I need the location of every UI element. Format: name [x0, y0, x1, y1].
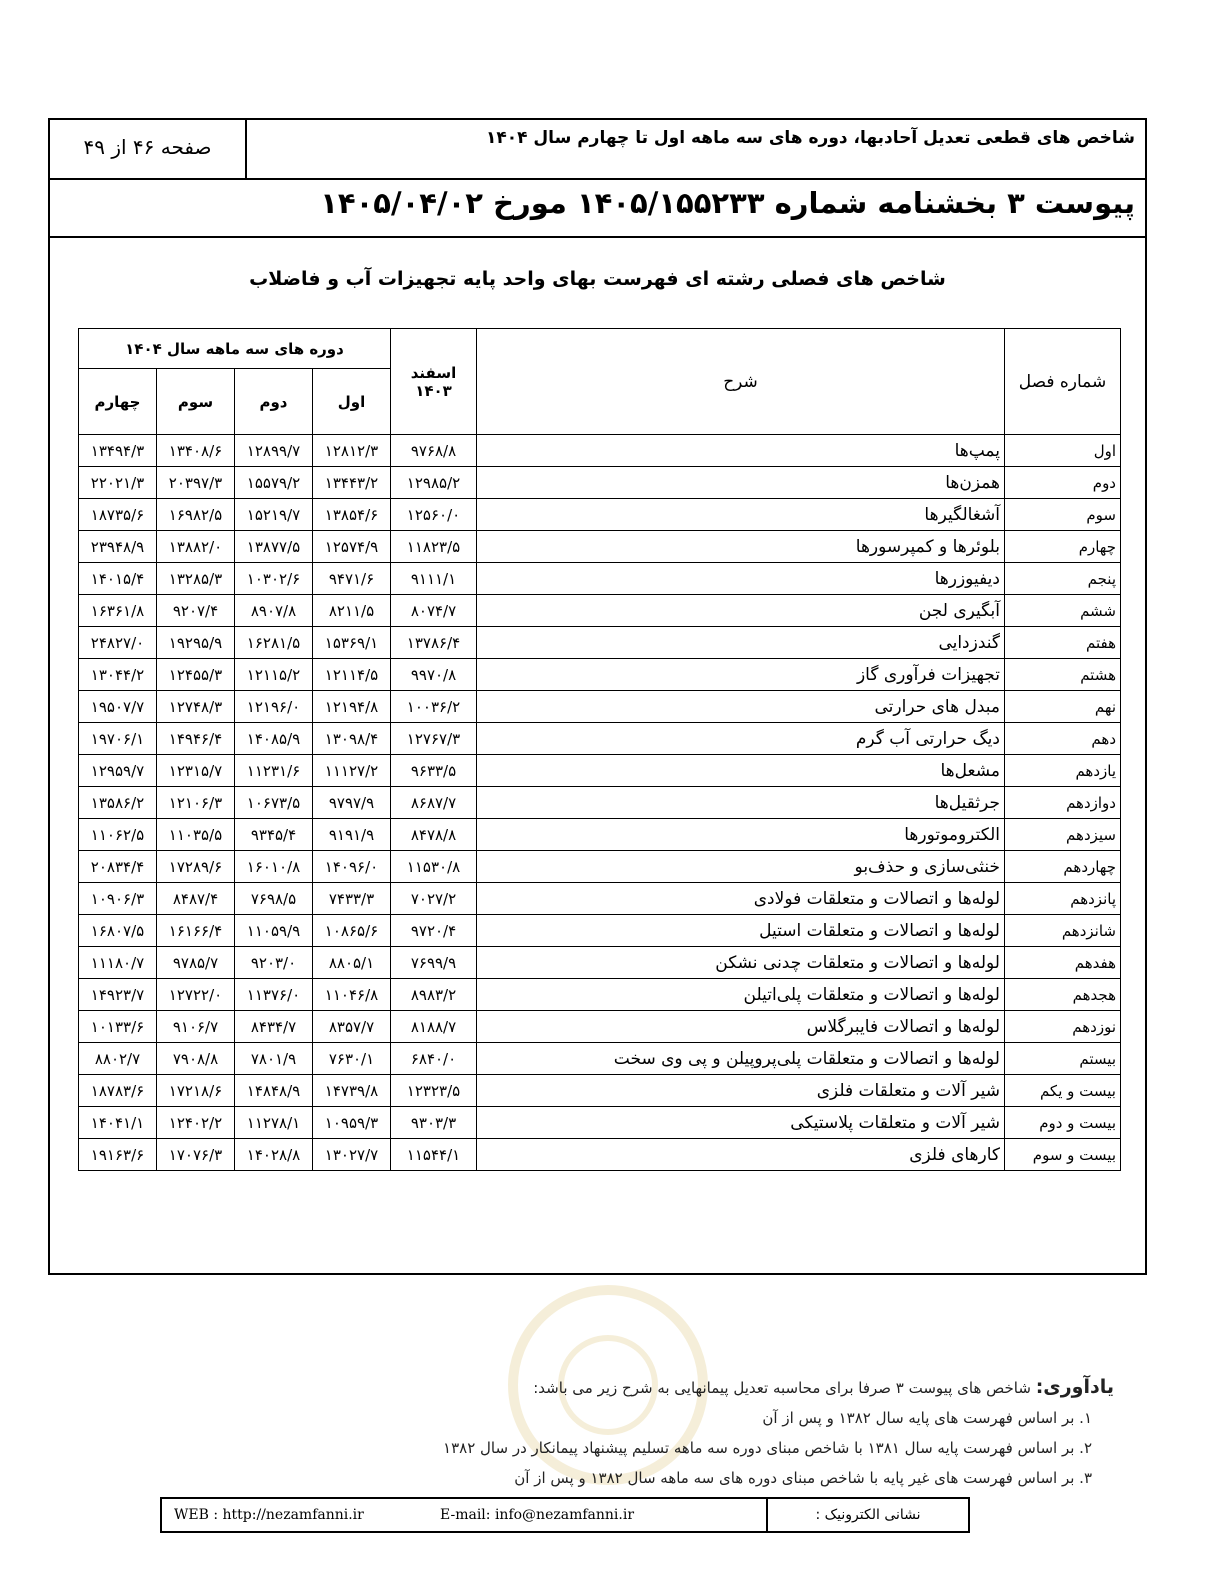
chapter-cell: پنجم [1005, 563, 1121, 595]
table-row [79, 531, 1121, 563]
header-row [50, 120, 1145, 180]
col-desc-header: شرح [477, 329, 1005, 435]
q4-cell: ۱۰۹۰۶/۳ [79, 883, 157, 915]
q1-cell: ۱۵۳۶۹/۱ [313, 627, 391, 659]
table-row [79, 499, 1121, 531]
col-q4-header: چهارم [79, 369, 157, 435]
q1-cell: ۹۴۷۱/۶ [313, 563, 391, 595]
table-row [79, 627, 1121, 659]
q4-cell: ۱۳۴۹۴/۳ [79, 435, 157, 467]
esfand-cell: ۱۰۰۳۶/۲ [391, 691, 477, 723]
esfand-cell: ۸۴۷۸/۸ [391, 819, 477, 851]
q3-cell: ۱۲۴۰۲/۲ [157, 1107, 235, 1139]
q3-cell: ۹۷۸۵/۷ [157, 947, 235, 979]
q4-cell: ۱۹۷۰۶/۱ [79, 723, 157, 755]
q1-cell: ۱۰۸۶۵/۶ [313, 915, 391, 947]
desc-cell: لوله‌ها و اتصالات فایبرگلاس [477, 1011, 1005, 1043]
q4-cell: ۱۴۰۱۵/۴ [79, 563, 157, 595]
q3-cell: ۱۷۰۷۶/۳ [157, 1139, 235, 1171]
esfand-cell: ۱۱۵۳۰/۸ [391, 851, 477, 883]
q1-cell: ۱۱۱۲۷/۲ [313, 755, 391, 787]
desc-cell: کارهای فلزی [477, 1139, 1005, 1171]
q4-cell: ۲۴۸۲۷/۰ [79, 627, 157, 659]
desc-cell: لوله‌ها و اتصالات و متعلقات پلی‌پروپیلن و پی وی سخت [477, 1043, 1005, 1075]
chapter-cell: نوزدهم [1005, 1011, 1121, 1043]
esfand-cell: ۸۹۸۳/۲ [391, 979, 477, 1011]
desc-cell: آشغالگیرها [477, 499, 1005, 531]
desc-cell: شیر آلات و متعلقات پلاستیکی [477, 1107, 1005, 1139]
reminder-title: یادآوری: [1035, 1376, 1114, 1398]
q2-cell: ۱۱۲۳۱/۶ [235, 755, 313, 787]
desc-cell: پمپ‌ها [477, 435, 1005, 467]
q3-cell: ۲۰۳۹۷/۳ [157, 467, 235, 499]
q4-cell: ۱۴۰۴۱/۱ [79, 1107, 157, 1139]
chapter-cell: ششم [1005, 595, 1121, 627]
q1-cell: ۱۴۷۳۹/۸ [313, 1075, 391, 1107]
q1-cell: ۱۳۰۲۷/۷ [313, 1139, 391, 1171]
esfand-cell: ۹۷۶۸/۸ [391, 435, 477, 467]
q2-cell: ۱۴۸۴۸/۹ [235, 1075, 313, 1107]
q3-cell: ۹۲۰۷/۴ [157, 595, 235, 627]
q1-cell: ۱۲۱۱۴/۵ [313, 659, 391, 691]
chapter-cell: هجدهم [1005, 979, 1121, 1011]
chapter-cell: بیست و سوم [1005, 1139, 1121, 1171]
col-q2-header: دوم [235, 369, 313, 435]
q4-cell: ۱۶۸۰۷/۵ [79, 915, 157, 947]
q3-cell: ۱۴۹۴۶/۴ [157, 723, 235, 755]
chapter-cell: بیستم [1005, 1043, 1121, 1075]
table-row [79, 1075, 1121, 1107]
q2-cell: ۹۳۴۵/۴ [235, 819, 313, 851]
table-row [79, 819, 1121, 851]
desc-cell: مشعل‌ها [477, 755, 1005, 787]
table-row [79, 1139, 1121, 1171]
q3-cell: ۱۲۳۱۵/۷ [157, 755, 235, 787]
q4-cell: ۱۳۰۴۴/۲ [79, 659, 157, 691]
q3-cell: ۹۱۰۶/۷ [157, 1011, 235, 1043]
email-link[interactable]: E-mail: info@nezamfanni.ir [440, 1507, 635, 1523]
desc-cell: لوله‌ها و اتصالات و متعلقات استیل [477, 915, 1005, 947]
q3-cell: ۷۹۰۸/۸ [157, 1043, 235, 1075]
desc-cell: دیفیوزرها [477, 563, 1005, 595]
document-title: شاخص های قطعی تعدیل آحادبها، دوره های سه ماهه اول تا چهارم سال ۱۴۰۴ [486, 128, 1135, 148]
q2-cell: ۱۱۳۷۶/۰ [235, 979, 313, 1011]
q1-cell: ۹۱۹۱/۹ [313, 819, 391, 851]
q3-cell: ۱۷۲۸۹/۶ [157, 851, 235, 883]
chapter-cell: چهاردهم [1005, 851, 1121, 883]
q2-cell: ۱۴۰۲۸/۸ [235, 1139, 313, 1171]
table-row [79, 979, 1121, 1011]
esfand-cell: ۹۳۰۳/۳ [391, 1107, 477, 1139]
table-row [79, 723, 1121, 755]
q4-cell: ۱۱۱۸۰/۷ [79, 947, 157, 979]
table-row [79, 755, 1121, 787]
reminder-notes [294, 1372, 1114, 1493]
q4-cell: ۱۲۹۵۹/۷ [79, 755, 157, 787]
q3-cell: ۱۱۰۳۵/۵ [157, 819, 235, 851]
esfand-cell: ۱۲۵۶۰/۰ [391, 499, 477, 531]
desc-cell: لوله‌ها و اتصالات و متعلقات فولادی [477, 883, 1005, 915]
q1-cell: ۱۳۸۵۴/۶ [313, 499, 391, 531]
table-row [79, 915, 1121, 947]
q1-cell: ۷۴۳۳/۳ [313, 883, 391, 915]
chapter-cell: پانزدهم [1005, 883, 1121, 915]
chapter-cell: هشتم [1005, 659, 1121, 691]
q4-cell: ۱۹۵۰۷/۷ [79, 691, 157, 723]
esfand-cell: ۹۶۳۳/۵ [391, 755, 477, 787]
q1-cell: ۸۲۱۱/۵ [313, 595, 391, 627]
chapter-cell: دهم [1005, 723, 1121, 755]
q2-cell: ۱۶۲۸۱/۵ [235, 627, 313, 659]
chapter-cell: بیست و دوم [1005, 1107, 1121, 1139]
esfand-cell: ۹۱۱۱/۱ [391, 563, 477, 595]
table-row [79, 1011, 1121, 1043]
q2-cell: ۱۲۱۱۵/۲ [235, 659, 313, 691]
q2-cell: ۷۸۰۱/۹ [235, 1043, 313, 1075]
table-row [79, 883, 1121, 915]
q2-cell: ۱۱۲۷۸/۱ [235, 1107, 313, 1139]
desc-cell: تجهیزات فرآوری گاز [477, 659, 1005, 691]
q3-cell: ۱۹۲۹۵/۹ [157, 627, 235, 659]
desc-cell: مبدل های حرارتی [477, 691, 1005, 723]
table-row [79, 947, 1121, 979]
q1-cell: ۱۲۸۱۲/۳ [313, 435, 391, 467]
esfand-cell: ۸۶۸۷/۷ [391, 787, 477, 819]
esfand-cell: ۸۱۸۸/۷ [391, 1011, 477, 1043]
chapter-cell: دوم [1005, 467, 1121, 499]
q3-cell: ۱۳۸۸۲/۰ [157, 531, 235, 563]
q3-cell: ۱۲۱۰۶/۳ [157, 787, 235, 819]
reminder-item: ۱. بر اساس فهرست های پایه سال ۱۳۸۲ و پس از آن [762, 1409, 1092, 1427]
q1-cell: ۹۷۹۷/۹ [313, 787, 391, 819]
desc-cell: جرثقیل‌ها [477, 787, 1005, 819]
q2-cell: ۱۶۰۱۰/۸ [235, 851, 313, 883]
reminder-intro: شاخص های پیوست ۳ صرفا برای محاسبه تعدیل پیمانهایی به شرح زیر می باشد: [533, 1379, 1031, 1397]
q2-cell: ۸۴۳۴/۷ [235, 1011, 313, 1043]
esfand-cell: ۸۰۷۴/۷ [391, 595, 477, 627]
q1-cell: ۱۰۹۵۹/۳ [313, 1107, 391, 1139]
q4-cell: ۱۸۷۳۵/۶ [79, 499, 157, 531]
website-link[interactable]: WEB : http://nezamfanni.ir [174, 1507, 364, 1523]
reminder-item: ۳. بر اساس فهرست های غیر پایه با شاخص مبنای دوره های سه ماهه سال ۱۳۸۲ و پس از آن [514, 1469, 1092, 1487]
section-title: شاخص های فصلی رشته ای فهرست بهای واحد پایه تجهیزات آب و فاضلاب [249, 268, 946, 290]
q2-cell: ۱۳۸۷۷/۵ [235, 531, 313, 563]
col-group-header: دوره های سه ماهه سال ۱۴۰۴ [79, 329, 391, 369]
col-q1-header: اول [313, 369, 391, 435]
q1-cell: ۱۴۰۹۶/۰ [313, 851, 391, 883]
desc-cell: لوله‌ها و اتصالات و متعلقات پلی‌اتیلن [477, 979, 1005, 1011]
q1-cell: ۱۲۵۷۴/۹ [313, 531, 391, 563]
desc-cell: لوله‌ها و اتصالات و متعلقات چدنی نشکن [477, 947, 1005, 979]
q2-cell: ۱۲۸۹۹/۷ [235, 435, 313, 467]
chapter-cell: یازدهم [1005, 755, 1121, 787]
contact-footer [160, 1497, 970, 1533]
q4-cell: ۱۸۷۸۳/۶ [79, 1075, 157, 1107]
q1-cell: ۸۸۰۵/۱ [313, 947, 391, 979]
q3-cell: ۱۲۷۲۲/۰ [157, 979, 235, 1011]
esfand-cell: ۷۰۲۷/۲ [391, 883, 477, 915]
q3-cell: ۱۲۴۵۵/۳ [157, 659, 235, 691]
reminder-heading [294, 1372, 1114, 1403]
col-q3-header: سوم [157, 369, 235, 435]
q2-cell: ۹۲۰۳/۰ [235, 947, 313, 979]
annex-row [50, 180, 1145, 238]
q2-cell: ۸۹۰۷/۸ [235, 595, 313, 627]
q3-cell: ۱۶۹۸۲/۵ [157, 499, 235, 531]
desc-cell: همزن‌ها [477, 467, 1005, 499]
table-row [79, 563, 1121, 595]
contact-label: نشانی الکترونیک : [766, 1499, 968, 1531]
q3-cell: ۱۳۴۰۸/۶ [157, 435, 235, 467]
esfand-cell: ۱۱۸۲۳/۵ [391, 531, 477, 563]
q4-cell: ۲۳۹۴۸/۹ [79, 531, 157, 563]
chapter-cell: شانزدهم [1005, 915, 1121, 947]
chapter-cell: هفدهم [1005, 947, 1121, 979]
q2-cell: ۱۰۳۰۲/۶ [235, 563, 313, 595]
q1-cell: ۱۱۰۴۶/۸ [313, 979, 391, 1011]
q2-cell: ۱۲۱۹۶/۰ [235, 691, 313, 723]
table-row [79, 435, 1121, 467]
esfand-cell: ۶۸۴۰/۰ [391, 1043, 477, 1075]
esfand-cell: ۹۷۲۰/۴ [391, 915, 477, 947]
chapter-cell: سوم [1005, 499, 1121, 531]
q4-cell: ۱۹۱۶۳/۶ [79, 1139, 157, 1171]
q4-cell: ۲۲۰۲۱/۳ [79, 467, 157, 499]
q1-cell: ۸۳۵۷/۷ [313, 1011, 391, 1043]
q3-cell: ۱۲۷۴۸/۳ [157, 691, 235, 723]
table-row [79, 787, 1121, 819]
index-table [78, 328, 1121, 1171]
table-row [79, 1043, 1121, 1075]
q1-cell: ۱۲۱۹۴/۸ [313, 691, 391, 723]
esfand-cell: ۱۱۵۴۴/۱ [391, 1139, 477, 1171]
esfand-cell: ۱۳۷۸۶/۴ [391, 627, 477, 659]
table-row [79, 659, 1121, 691]
col-esfand-header: اسفند ۱۴۰۳ [391, 329, 477, 435]
annex-title: پیوست ۳ بخشنامه شماره ۱۴۰۵/۱۵۵۲۳۳ مورخ ۱۴۰۵/۰۴/۰۲ [320, 186, 1135, 220]
q4-cell: ۸۸۰۲/۷ [79, 1043, 157, 1075]
esfand-cell: ۹۹۷۰/۸ [391, 659, 477, 691]
q2-cell: ۷۶۹۸/۵ [235, 883, 313, 915]
desc-cell: الکتروموتورها [477, 819, 1005, 851]
q4-cell: ۱۴۹۲۳/۷ [79, 979, 157, 1011]
q1-cell: ۱۳۴۴۳/۲ [313, 467, 391, 499]
q3-cell: ۸۴۸۷/۴ [157, 883, 235, 915]
table-row [79, 1107, 1121, 1139]
chapter-cell: دوازدهم [1005, 787, 1121, 819]
q2-cell: ۱۵۲۱۹/۷ [235, 499, 313, 531]
table-row [79, 467, 1121, 499]
q4-cell: ۱۳۵۸۶/۲ [79, 787, 157, 819]
q1-cell: ۱۳۰۹۸/۴ [313, 723, 391, 755]
col-chapter-header: شماره فصل [1005, 329, 1121, 435]
desc-cell: گندزدایی [477, 627, 1005, 659]
chapter-cell: اول [1005, 435, 1121, 467]
desc-cell: بلوئرها و کمپرسورها [477, 531, 1005, 563]
q3-cell: ۱۷۲۱۸/۶ [157, 1075, 235, 1107]
esfand-cell: ۷۶۹۹/۹ [391, 947, 477, 979]
table-row [79, 595, 1121, 627]
desc-cell: آبگیری لجن [477, 595, 1005, 627]
chapter-cell: سیزدهم [1005, 819, 1121, 851]
chapter-cell: نهم [1005, 691, 1121, 723]
desc-cell: دیگ حرارتی آب گرم [477, 723, 1005, 755]
document-frame [48, 118, 1147, 1275]
chapter-cell: بیست و یکم [1005, 1075, 1121, 1107]
q1-cell: ۷۶۳۰/۱ [313, 1043, 391, 1075]
q3-cell: ۱۳۲۸۵/۳ [157, 563, 235, 595]
page-number: صفحه ۴۶ از ۴۹ [50, 120, 247, 178]
q3-cell: ۱۶۱۶۶/۴ [157, 915, 235, 947]
q4-cell: ۲۰۸۳۴/۴ [79, 851, 157, 883]
chapter-cell: هفتم [1005, 627, 1121, 659]
q2-cell: ۱۰۶۷۳/۵ [235, 787, 313, 819]
desc-cell: خنثی‌سازی و حذف‌بو [477, 851, 1005, 883]
chapter-cell: چهارم [1005, 531, 1121, 563]
esfand-cell: ۱۲۷۶۷/۳ [391, 723, 477, 755]
q4-cell: ۱۱۰۶۲/۵ [79, 819, 157, 851]
q4-cell: ۱۶۳۶۱/۸ [79, 595, 157, 627]
reminder-item: ۲. بر اساس فهرست پایه سال ۱۳۸۱ با شاخص مبنای دوره سه ماهه تسلیم پیشنهاد پیمانکار در سال ۱۳۸۲ [443, 1439, 1092, 1457]
esfand-cell: ۱۲۳۲۳/۵ [391, 1075, 477, 1107]
q2-cell: ۱۱۰۵۹/۹ [235, 915, 313, 947]
q2-cell: ۱۴۰۸۵/۹ [235, 723, 313, 755]
desc-cell: شیر آلات و متعلقات فلزی [477, 1075, 1005, 1107]
table-row [79, 691, 1121, 723]
table-row [79, 851, 1121, 883]
esfand-cell: ۱۲۹۸۵/۲ [391, 467, 477, 499]
q4-cell: ۱۰۱۳۳/۶ [79, 1011, 157, 1043]
q2-cell: ۱۵۵۷۹/۲ [235, 467, 313, 499]
